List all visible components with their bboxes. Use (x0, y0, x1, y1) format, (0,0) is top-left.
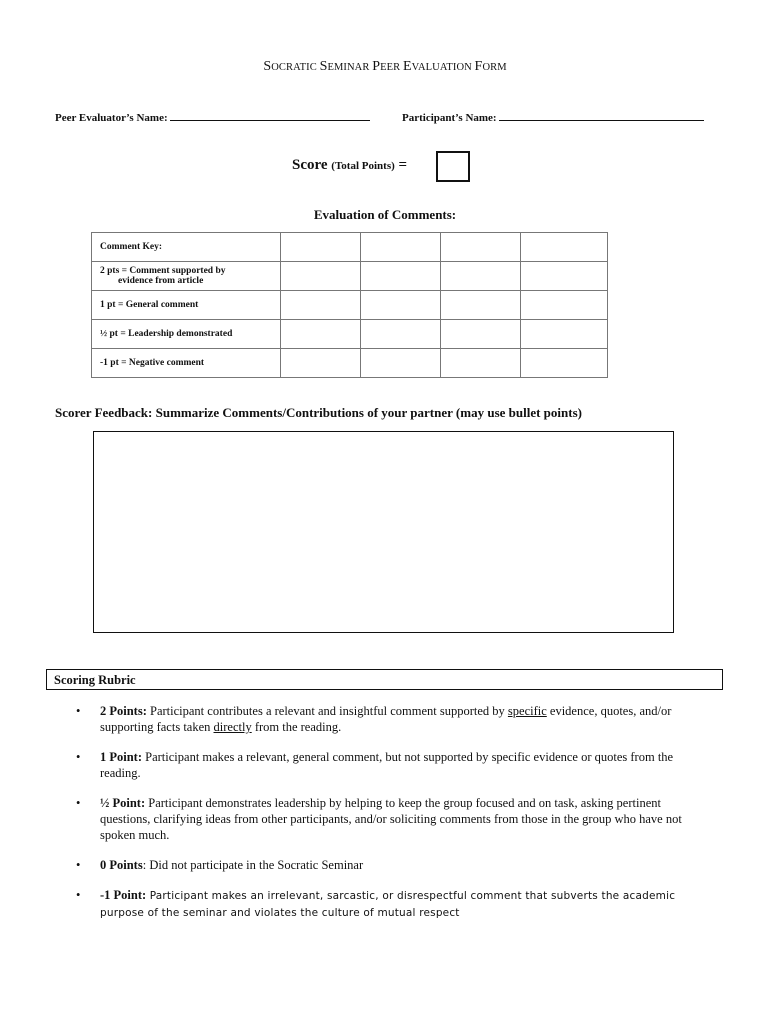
key-half-pt: ½ pt = Leadership demonstrated (92, 320, 281, 349)
tally-cell[interactable] (281, 291, 361, 320)
score-box[interactable] (436, 151, 470, 182)
tally-cell[interactable] (361, 291, 441, 320)
evaluation-title: Evaluation of Comments: (313, 207, 457, 222)
tally-cell[interactable] (441, 262, 521, 291)
tally-cell[interactable] (441, 349, 521, 378)
rubric-item-neg-pt: • -1 Point: Participant makes an irrelevant, sarcastic, or disrespectful comment that subverts the academic purpose of the seminar and violates the culture of mutual respect (76, 888, 676, 919)
tally-cell[interactable] (521, 233, 608, 262)
bullet-icon: • (76, 750, 81, 764)
comment-key-table (91, 232, 608, 378)
bullet-icon: • (76, 704, 81, 718)
tally-cell[interactable] (281, 233, 361, 262)
rubric-header-bar (46, 669, 723, 690)
tally-cell[interactable] (361, 262, 441, 291)
score-label: Score (Total Points) = (292, 157, 408, 173)
tally-cell[interactable] (281, 262, 361, 291)
key-2pts: 2 pts = Comment supported by evidence from article (92, 262, 281, 291)
bullet-icon: • (76, 888, 81, 902)
key-header: Comment Key: (92, 233, 281, 262)
participant-name-label: Participant’s Name: (402, 112, 497, 124)
rubric-item-half-pt: • ½ Point: Participant demonstrates leadership by helping to keep the group focused and on task, asking pertinent questions, clarifying ideas from other participants, and/or soliciting comments from those in the group who have not spoken much. (76, 796, 682, 842)
participant-name-line[interactable] (499, 110, 704, 121)
evaluator-name-line[interactable] (170, 110, 370, 121)
tally-cell[interactable] (441, 320, 521, 349)
evaluator-name-label: Peer Evaluator’s Name: (55, 112, 168, 124)
tally-cell[interactable] (281, 349, 361, 378)
form-title: SOCRATIC SEMINAR PEER EVALUATION FORM (263, 59, 507, 74)
rubric-item-2pts: • 2 Points: Participant contributes a relevant and insightful comment supported by specific evidence, quotes, and/or supporting facts taken directly from the reading. (76, 704, 672, 734)
tally-cell[interactable] (361, 349, 441, 378)
tally-cell[interactable] (521, 291, 608, 320)
feedback-label: Scorer Feedback: Summarize Comments/Contributions of your partner (may use bullet points) (55, 405, 582, 420)
rubric-list (76, 703, 700, 921)
participant-name-field (402, 110, 704, 124)
bullet-icon: • (76, 858, 81, 872)
tally-cell[interactable] (281, 320, 361, 349)
tally-cell[interactable] (521, 262, 608, 291)
rubric-title: Scoring Rubric (54, 673, 136, 687)
rubric-item-0pts: • 0 Points: Did not participate in the Socratic Seminar (76, 858, 364, 872)
key-1pt: 1 pt = General comment (92, 291, 281, 320)
tally-cell[interactable] (521, 320, 608, 349)
evaluator-name-field (55, 110, 370, 124)
tally-cell[interactable] (361, 320, 441, 349)
bullet-icon: • (76, 796, 81, 810)
key-neg-pt: -1 pt = Negative comment (92, 349, 281, 378)
rubric-item-1pt: • 1 Point: Participant makes a relevant, general comment, but not supported by specific evidence or quotes from the reading. (76, 750, 674, 780)
tally-cell[interactable] (521, 349, 608, 378)
tally-cell[interactable] (441, 291, 521, 320)
tally-cell[interactable] (441, 233, 521, 262)
tally-cell[interactable] (361, 233, 441, 262)
feedback-box[interactable] (93, 431, 674, 633)
